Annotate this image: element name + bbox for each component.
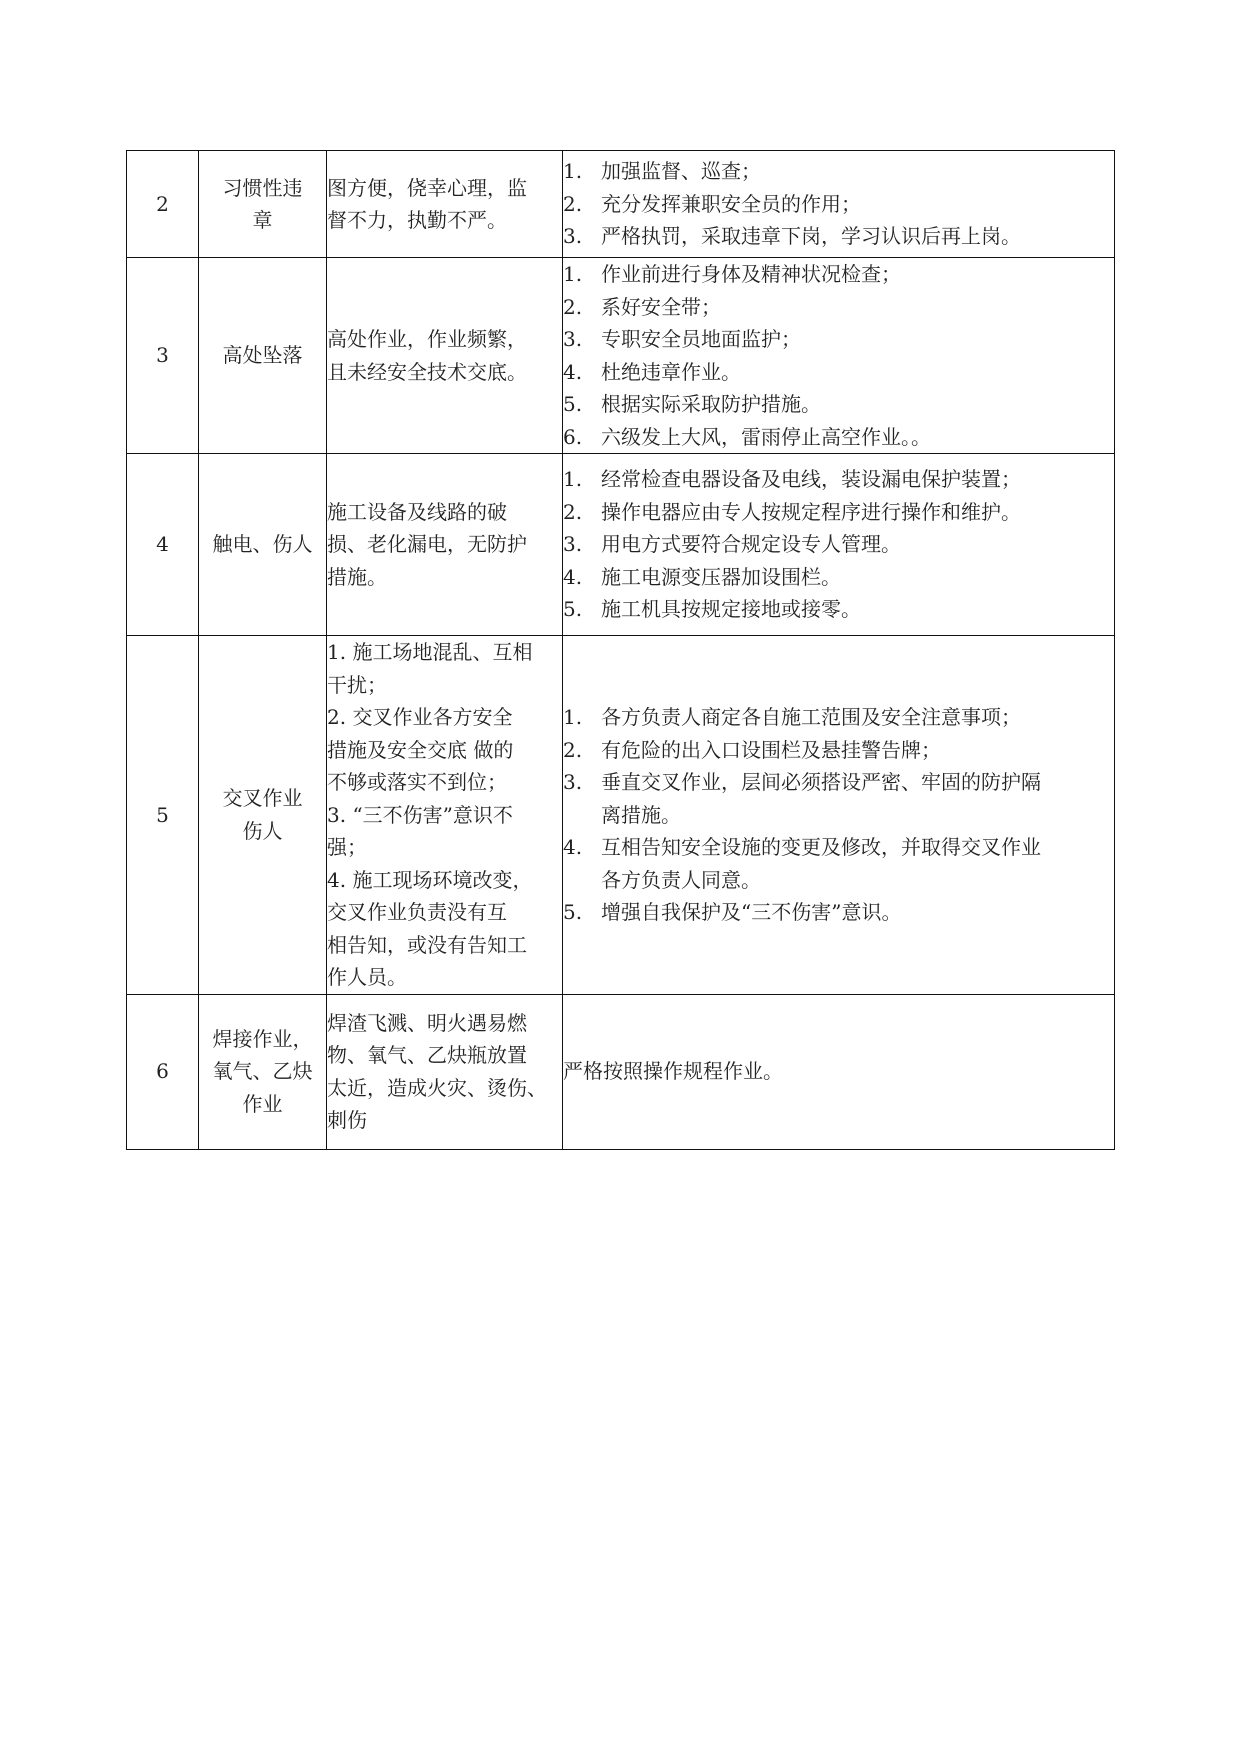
table-row	[127, 636, 1115, 995]
measure-text	[601, 496, 1114, 529]
cause-line: 措施及安全交底 做的	[327, 737, 514, 762]
measure-line: 加强监督、巡查；	[601, 159, 761, 184]
table-row	[127, 258, 1115, 454]
measure-text	[601, 766, 1114, 831]
measure-text	[601, 896, 1114, 929]
measure-text	[601, 421, 1114, 454]
measure-number: 2.	[563, 499, 583, 524]
measure-number: 1.	[563, 262, 583, 286]
hazard-line: 触电、伤人	[212, 532, 313, 557]
cause-line: 2. 交叉作业各方安全	[327, 705, 513, 729]
measure-line: 各方负责人商定各自施工范围及安全注意事项；	[601, 705, 1021, 729]
hazard-line: 伤人	[242, 818, 283, 843]
row-number: 5	[156, 802, 169, 827]
measure-number: 2.	[563, 737, 583, 762]
measure-line: 施工机具按规定接地或接零。	[601, 597, 861, 622]
measures-cell	[563, 636, 1115, 995]
measure-item	[563, 323, 1114, 356]
measure-number: 3.	[563, 532, 583, 557]
measure-line: 垂直交叉作业，层间必须搭设严密、牢固的防护隔	[601, 770, 1041, 794]
measure-item	[563, 561, 1114, 594]
measure-item	[563, 463, 1114, 496]
row-number-cell	[127, 151, 199, 258]
hazard-cell	[199, 454, 327, 636]
measures-cell	[563, 994, 1115, 1149]
row-number: 3	[156, 343, 169, 368]
cause-line: 物、氧气、乙炔瓶放置	[327, 1043, 527, 1067]
hazard-measures-table	[126, 150, 1115, 1150]
row-number-cell	[127, 994, 199, 1149]
measure-number: 1.	[563, 159, 583, 184]
cause-cell	[327, 151, 563, 258]
measure-item	[563, 896, 1114, 929]
cause-line: 高处作业，作业频繁，	[327, 327, 527, 351]
measure-number: 3.	[563, 327, 583, 351]
measure-number: 2.	[563, 191, 583, 216]
measure-item	[563, 701, 1114, 734]
measure-text	[601, 734, 1114, 767]
measure-item	[563, 356, 1114, 389]
measure-number: 5.	[563, 900, 583, 924]
measure-line: 有危险的出入口设围栏及悬挂警告牌；	[601, 737, 941, 762]
cause-line: 相告知，或没有告知工	[327, 932, 527, 957]
measure-line: 增强自我保护及“三不伤害”意识。	[601, 900, 902, 924]
row-number: 4	[156, 532, 169, 557]
cause-line: 强；	[327, 835, 367, 859]
hazard-line: 作业	[242, 1091, 283, 1116]
measure-item	[563, 220, 1114, 253]
cause-line: 措施。	[327, 564, 387, 589]
measure-text	[601, 388, 1114, 421]
table-row	[127, 454, 1115, 636]
measure-number: 6.	[563, 424, 583, 449]
measure-number: 5.	[563, 392, 583, 416]
measure-number: 5.	[563, 597, 583, 622]
cause-cell	[327, 636, 563, 995]
measure-text	[601, 528, 1114, 561]
measure-line: 施工电源变压器加设围栏。	[601, 564, 841, 589]
cause-line: 图方便，侥幸心理，监	[327, 175, 527, 200]
measure-line: 经常检查电器设备及电线，装设漏电保护装置；	[601, 467, 1021, 492]
cause-line: 3. “三不伤害”意识不	[327, 802, 513, 827]
row-number-cell	[127, 636, 199, 995]
cause-line: 督不力，执勤不严。	[327, 208, 507, 232]
measure-text	[601, 258, 1114, 291]
measure-line: 根据实际采取防护措施。	[601, 392, 821, 416]
measure-item	[563, 528, 1114, 561]
hazard-line: 高处坠落	[222, 343, 303, 368]
measures-cell	[563, 151, 1115, 258]
measure-number: 4.	[563, 359, 583, 384]
measure-item	[563, 593, 1114, 626]
cause-line: 不够或落实不到位；	[327, 770, 507, 794]
row-number-cell	[127, 258, 199, 454]
measure-number: 3.	[563, 224, 583, 249]
cause-cell	[327, 454, 563, 636]
cause-line: 作人员。	[327, 965, 407, 989]
cause-line: 刺伤	[327, 1108, 367, 1132]
measure-line: 充分发挥兼职安全员的作用；	[601, 191, 861, 216]
measure-text	[601, 593, 1114, 626]
hazard-cell	[199, 151, 327, 258]
measure-line: 离措施。	[601, 802, 681, 827]
row-number: 2	[156, 191, 169, 216]
cause-line: 且未经安全技术交底。	[327, 359, 527, 384]
measure-item	[563, 496, 1114, 529]
measure-item	[563, 734, 1114, 767]
table-row	[127, 151, 1115, 258]
measure-text	[601, 291, 1114, 324]
measure-line: 用电方式要符合规定设专人管理。	[601, 532, 901, 557]
measure-item	[563, 421, 1114, 454]
measure-line: 系好安全带；	[601, 294, 721, 319]
measure-text	[601, 356, 1114, 389]
measure-line: 作业前进行身体及精神状况检查；	[601, 262, 901, 286]
measure-text: 严格按照操作规程作业。	[563, 1059, 783, 1084]
measure-item	[563, 388, 1114, 421]
measure-line: 严格执罚，采取违章下岗，学习认识后再上岗。	[601, 224, 1021, 249]
measure-number: 4.	[563, 835, 583, 859]
measure-text	[601, 701, 1114, 734]
hazard-cell	[199, 994, 327, 1149]
row-number-cell	[127, 454, 199, 636]
cause-line: 施工设备及线路的破	[327, 499, 507, 524]
measure-line: 专职安全员地面监护；	[601, 327, 801, 351]
measure-item	[563, 188, 1114, 221]
measure-line: 六级发上大风，雷雨停止高空作业。。	[601, 424, 931, 449]
cause-line: 太近，造成火灾、烫伤、	[327, 1075, 547, 1100]
hazard-cell	[199, 636, 327, 995]
hazard-line: 交叉作业	[222, 786, 303, 811]
measure-line: 各方负责人同意。	[601, 867, 761, 892]
hazard-line: 氧气、乙炔	[212, 1059, 313, 1084]
measure-number: 1.	[563, 705, 583, 729]
measure-number: 4.	[563, 564, 583, 589]
measure-item	[563, 155, 1114, 188]
hazard-line: 习惯性违	[222, 175, 303, 200]
table-body	[127, 151, 1115, 1150]
measure-text	[601, 463, 1114, 496]
cause-line: 焊渣飞溅、明火遇易燃	[327, 1010, 527, 1035]
measure-number: 3.	[563, 770, 583, 794]
measure-item	[563, 831, 1114, 896]
cause-line: 1. 施工场地混乱、互相	[327, 640, 533, 664]
table-row	[127, 994, 1115, 1149]
cause-line: 4. 施工现场环境改变，	[327, 867, 533, 892]
hazard-cell	[199, 258, 327, 454]
hazard-line: 章	[252, 208, 273, 232]
cause-line: 干扰；	[327, 672, 387, 697]
measure-text	[601, 155, 1114, 188]
cause-line: 交叉作业负责没有互	[327, 900, 507, 924]
measure-line: 互相告知安全设施的变更及修改，并取得交叉作业	[601, 835, 1041, 859]
measure-number: 1.	[563, 467, 583, 492]
measure-number: 2.	[563, 294, 583, 319]
hazard-line: 焊接作业，	[212, 1026, 313, 1051]
cause-cell	[327, 258, 563, 454]
measure-text	[601, 323, 1114, 356]
row-number: 6	[156, 1059, 169, 1084]
measure-line: 操作电器应由专人按规定程序进行操作和维护。	[601, 499, 1021, 524]
measure-line: 杜绝违章作业。	[601, 359, 741, 384]
measure-item	[563, 766, 1114, 831]
cause-line: 损、老化漏电，无防护	[327, 532, 527, 557]
measures-cell	[563, 258, 1115, 454]
measure-text	[601, 831, 1114, 896]
measure-item	[563, 291, 1114, 324]
cause-cell	[327, 994, 563, 1149]
measure-text	[601, 188, 1114, 221]
measure-item	[563, 258, 1114, 291]
measures-cell	[563, 454, 1115, 636]
measure-text	[601, 220, 1114, 253]
measure-text	[601, 561, 1114, 594]
